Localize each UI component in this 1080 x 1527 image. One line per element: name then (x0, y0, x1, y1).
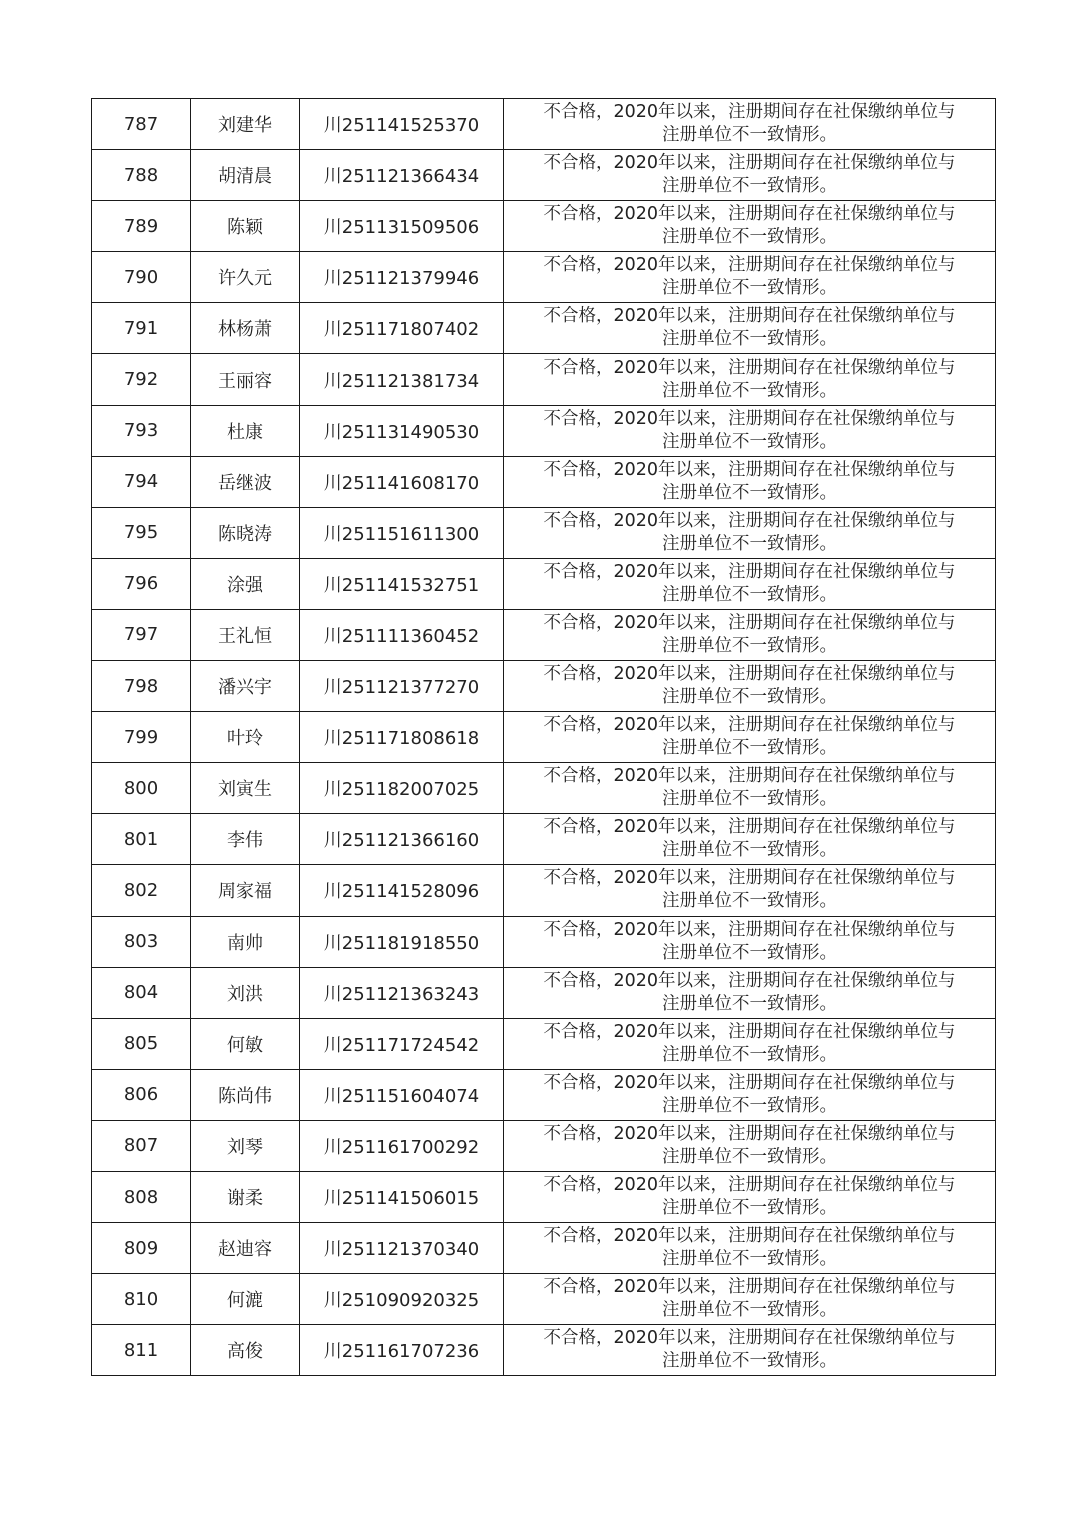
check-result-cell (504, 661, 996, 712)
check-result-cell (504, 967, 996, 1018)
person-name-cell: 岳继波 (191, 456, 300, 507)
certificate-number-cell: 川251121370340 (300, 1223, 504, 1274)
check-result-cell (504, 354, 996, 405)
check-result-line-1: 不合格，2020年以来，注册期间存在社保缴纳单位与 (543, 204, 956, 225)
check-result-line-1: 不合格，2020年以来，注册期间存在社保缴纳单位与 (543, 1175, 956, 1196)
check-result-cell (504, 303, 996, 354)
check-result-line-2: 注册单位不一致情形。 (662, 789, 837, 810)
row-number-cell: 792 (92, 354, 191, 405)
certificate-number-cell: 川251121366434 (300, 150, 504, 201)
check-result-line-1: 不合格，2020年以来，注册期间存在社保缴纳单位与 (543, 102, 956, 123)
row-number-cell: 803 (92, 916, 191, 967)
check-result-line-1: 不合格，2020年以来，注册期间存在社保缴纳单位与 (543, 919, 956, 940)
certificate-number-cell: 川251141528096 (300, 865, 504, 916)
certificate-number-cell: 川251121363243 (300, 967, 504, 1018)
person-name-cell: 陈颖 (191, 201, 300, 252)
check-result-line-2: 注册单位不一致情形。 (662, 635, 837, 656)
row-number-cell: 795 (92, 507, 191, 558)
check-result-cell (504, 1018, 996, 1069)
table-row (92, 558, 996, 609)
row-number-cell: 793 (92, 405, 191, 456)
person-name-cell: 何漉 (191, 1274, 300, 1325)
certificate-number-cell: 川251151604074 (300, 1069, 504, 1120)
check-result-line-2: 注册单位不一致情形。 (662, 1249, 837, 1270)
row-number-cell: 801 (92, 814, 191, 865)
certificate-number-cell: 川251121377270 (300, 661, 504, 712)
certificate-number-cell: 川251181918550 (300, 916, 504, 967)
row-number-cell: 800 (92, 763, 191, 814)
table-row (92, 507, 996, 558)
certificate-number-cell: 川251171724542 (300, 1018, 504, 1069)
table-row (92, 303, 996, 354)
row-number-cell: 798 (92, 661, 191, 712)
check-result-line-1: 不合格，2020年以来，注册期间存在社保缴纳单位与 (543, 970, 956, 991)
table-row (92, 252, 996, 303)
table-row (92, 405, 996, 456)
check-result-cell (504, 865, 996, 916)
check-result-line-2: 注册单位不一致情形。 (662, 1351, 837, 1372)
person-name-cell: 陈尚伟 (191, 1069, 300, 1120)
check-result-line-2: 注册单位不一致情形。 (662, 738, 837, 759)
check-result-cell (504, 712, 996, 763)
check-result-line-2: 注册单位不一致情形。 (662, 125, 837, 146)
check-result-cell (504, 201, 996, 252)
person-name-cell: 潘兴宇 (191, 661, 300, 712)
check-result-line-1: 不合格，2020年以来，注册期间存在社保缴纳单位与 (543, 1226, 956, 1247)
check-result-line-1: 不合格，2020年以来，注册期间存在社保缴纳单位与 (543, 612, 956, 633)
table-row (92, 763, 996, 814)
row-number-cell: 808 (92, 1171, 191, 1222)
person-name-cell: 杜康 (191, 405, 300, 456)
table-row (92, 1325, 996, 1376)
row-number-cell: 790 (92, 252, 191, 303)
person-name-cell: 何敏 (191, 1018, 300, 1069)
check-result-line-1: 不合格，2020年以来，注册期间存在社保缴纳单位与 (543, 1277, 956, 1298)
check-result-line-1: 不合格，2020年以来，注册期间存在社保缴纳单位与 (543, 255, 956, 276)
table-row (92, 1018, 996, 1069)
certificate-number-cell: 川251131490530 (300, 405, 504, 456)
certificate-number-cell: 川251121381734 (300, 354, 504, 405)
check-result-line-1: 不合格，2020年以来，注册期间存在社保缴纳单位与 (543, 153, 956, 174)
check-result-cell (504, 1274, 996, 1325)
check-result-line-2: 注册单位不一致情形。 (662, 1095, 837, 1116)
check-result-cell (504, 507, 996, 558)
row-number-cell: 788 (92, 150, 191, 201)
certificate-number-cell: 川251121366160 (300, 814, 504, 865)
check-result-line-1: 不合格，2020年以来，注册期间存在社保缴纳单位与 (543, 868, 956, 889)
check-result-line-1: 不合格，2020年以来，注册期间存在社保缴纳单位与 (543, 561, 956, 582)
row-number-cell: 802 (92, 865, 191, 916)
table-row (92, 916, 996, 967)
table-row (92, 609, 996, 660)
check-result-line-1: 不合格，2020年以来，注册期间存在社保缴纳单位与 (543, 1021, 956, 1042)
person-name-cell: 涂强 (191, 558, 300, 609)
table-row (92, 1274, 996, 1325)
table-row (92, 201, 996, 252)
check-result-line-1: 不合格，2020年以来，注册期间存在社保缴纳单位与 (543, 1072, 956, 1093)
check-result-line-2: 注册单位不一致情形。 (662, 1300, 837, 1321)
check-result-cell (504, 150, 996, 201)
check-result-line-1: 不合格，2020年以来，注册期间存在社保缴纳单位与 (543, 766, 956, 787)
check-result-cell (504, 558, 996, 609)
table-row (92, 661, 996, 712)
certificate-number-cell: 川251090920325 (300, 1274, 504, 1325)
table-row (92, 150, 996, 201)
table-row (92, 354, 996, 405)
person-name-cell: 南帅 (191, 916, 300, 967)
check-result-cell (504, 1223, 996, 1274)
check-result-line-1: 不合格，2020年以来，注册期间存在社保缴纳单位与 (543, 459, 956, 480)
certificate-number-cell: 川251171808618 (300, 712, 504, 763)
check-result-line-2: 注册单位不一致情形。 (662, 533, 837, 554)
person-name-cell: 谢柔 (191, 1171, 300, 1222)
person-name-cell: 刘琴 (191, 1120, 300, 1171)
table-row (92, 1069, 996, 1120)
check-result-cell (504, 405, 996, 456)
check-result-cell (504, 1171, 996, 1222)
check-result-cell (504, 916, 996, 967)
table-row (92, 712, 996, 763)
check-result-cell (504, 1325, 996, 1376)
results-table (91, 98, 996, 1376)
check-result-line-2: 注册单位不一致情形。 (662, 176, 837, 197)
check-result-line-2: 注册单位不一致情形。 (662, 1044, 837, 1065)
check-result-line-2: 注册单位不一致情形。 (662, 482, 837, 503)
check-result-line-2: 注册单位不一致情形。 (662, 278, 837, 299)
check-result-line-2: 注册单位不一致情形。 (662, 431, 837, 452)
certificate-number-cell: 川251151611300 (300, 507, 504, 558)
row-number-cell: 810 (92, 1274, 191, 1325)
certificate-number-cell: 川251161707236 (300, 1325, 504, 1376)
table-row (92, 1120, 996, 1171)
person-name-cell: 李伟 (191, 814, 300, 865)
check-result-line-1: 不合格，2020年以来，注册期间存在社保缴纳单位与 (543, 510, 956, 531)
person-name-cell: 王礼恒 (191, 609, 300, 660)
certificate-number-cell: 川251161700292 (300, 1120, 504, 1171)
person-name-cell: 刘寅生 (191, 763, 300, 814)
row-number-cell: 806 (92, 1069, 191, 1120)
person-name-cell: 胡清晨 (191, 150, 300, 201)
certificate-number-cell: 川251121379946 (300, 252, 504, 303)
certificate-number-cell: 川251182007025 (300, 763, 504, 814)
table-row (92, 1171, 996, 1222)
check-result-line-2: 注册单位不一致情形。 (662, 687, 837, 708)
row-number-cell: 787 (92, 99, 191, 150)
check-result-line-1: 不合格，2020年以来，注册期间存在社保缴纳单位与 (543, 357, 956, 378)
table-row (92, 456, 996, 507)
check-result-line-1: 不合格，2020年以来，注册期间存在社保缴纳单位与 (543, 408, 956, 429)
check-result-line-1: 不合格，2020年以来，注册期间存在社保缴纳单位与 (543, 1123, 956, 1144)
check-result-cell (504, 252, 996, 303)
row-number-cell: 805 (92, 1018, 191, 1069)
person-name-cell: 林杨萧 (191, 303, 300, 354)
row-number-cell: 794 (92, 456, 191, 507)
table-row (92, 814, 996, 865)
person-name-cell: 周家福 (191, 865, 300, 916)
check-result-cell (504, 609, 996, 660)
table-row (92, 967, 996, 1018)
check-result-cell (504, 99, 996, 150)
results-table-body (92, 99, 996, 1376)
check-result-cell (504, 1069, 996, 1120)
check-result-line-2: 注册单位不一致情形。 (662, 840, 837, 861)
row-number-cell: 789 (92, 201, 191, 252)
row-number-cell: 809 (92, 1223, 191, 1274)
check-result-line-2: 注册单位不一致情形。 (662, 380, 837, 401)
check-result-line-2: 注册单位不一致情形。 (662, 1146, 837, 1167)
certificate-number-cell: 川251111360452 (300, 609, 504, 660)
check-result-cell (504, 763, 996, 814)
table-row (92, 1223, 996, 1274)
check-result-line-2: 注册单位不一致情形。 (662, 584, 837, 605)
certificate-number-cell: 川251141525370 (300, 99, 504, 150)
check-result-line-2: 注册单位不一致情形。 (662, 993, 837, 1014)
certificate-number-cell: 川251171807402 (300, 303, 504, 354)
check-result-cell (504, 814, 996, 865)
check-result-line-2: 注册单位不一致情形。 (662, 329, 837, 350)
row-number-cell: 804 (92, 967, 191, 1018)
certificate-number-cell: 川251141608170 (300, 456, 504, 507)
person-name-cell: 叶玲 (191, 712, 300, 763)
check-result-line-1: 不合格，2020年以来，注册期间存在社保缴纳单位与 (543, 715, 956, 736)
certificate-number-cell: 川251131509506 (300, 201, 504, 252)
check-result-cell (504, 456, 996, 507)
row-number-cell: 807 (92, 1120, 191, 1171)
person-name-cell: 王丽容 (191, 354, 300, 405)
certificate-number-cell: 川251141506015 (300, 1171, 504, 1222)
person-name-cell: 赵迪容 (191, 1223, 300, 1274)
table-row (92, 99, 996, 150)
check-result-line-1: 不合格，2020年以来，注册期间存在社保缴纳单位与 (543, 664, 956, 685)
check-result-line-1: 不合格，2020年以来，注册期间存在社保缴纳单位与 (543, 306, 956, 327)
check-result-line-1: 不合格，2020年以来，注册期间存在社保缴纳单位与 (543, 1328, 956, 1349)
row-number-cell: 811 (92, 1325, 191, 1376)
certificate-number-cell: 川251141532751 (300, 558, 504, 609)
row-number-cell: 791 (92, 303, 191, 354)
check-result-cell (504, 1120, 996, 1171)
check-result-line-1: 不合格，2020年以来，注册期间存在社保缴纳单位与 (543, 817, 956, 838)
row-number-cell: 799 (92, 712, 191, 763)
check-result-line-2: 注册单位不一致情形。 (662, 227, 837, 248)
check-result-line-2: 注册单位不一致情形。 (662, 942, 837, 963)
person-name-cell: 陈晓涛 (191, 507, 300, 558)
table-row (92, 865, 996, 916)
person-name-cell: 刘建华 (191, 99, 300, 150)
row-number-cell: 796 (92, 558, 191, 609)
check-result-line-2: 注册单位不一致情形。 (662, 1198, 837, 1219)
check-result-line-2: 注册单位不一致情形。 (662, 891, 837, 912)
row-number-cell: 797 (92, 609, 191, 660)
person-name-cell: 高俊 (191, 1325, 300, 1376)
person-name-cell: 刘洪 (191, 967, 300, 1018)
person-name-cell: 许久元 (191, 252, 300, 303)
